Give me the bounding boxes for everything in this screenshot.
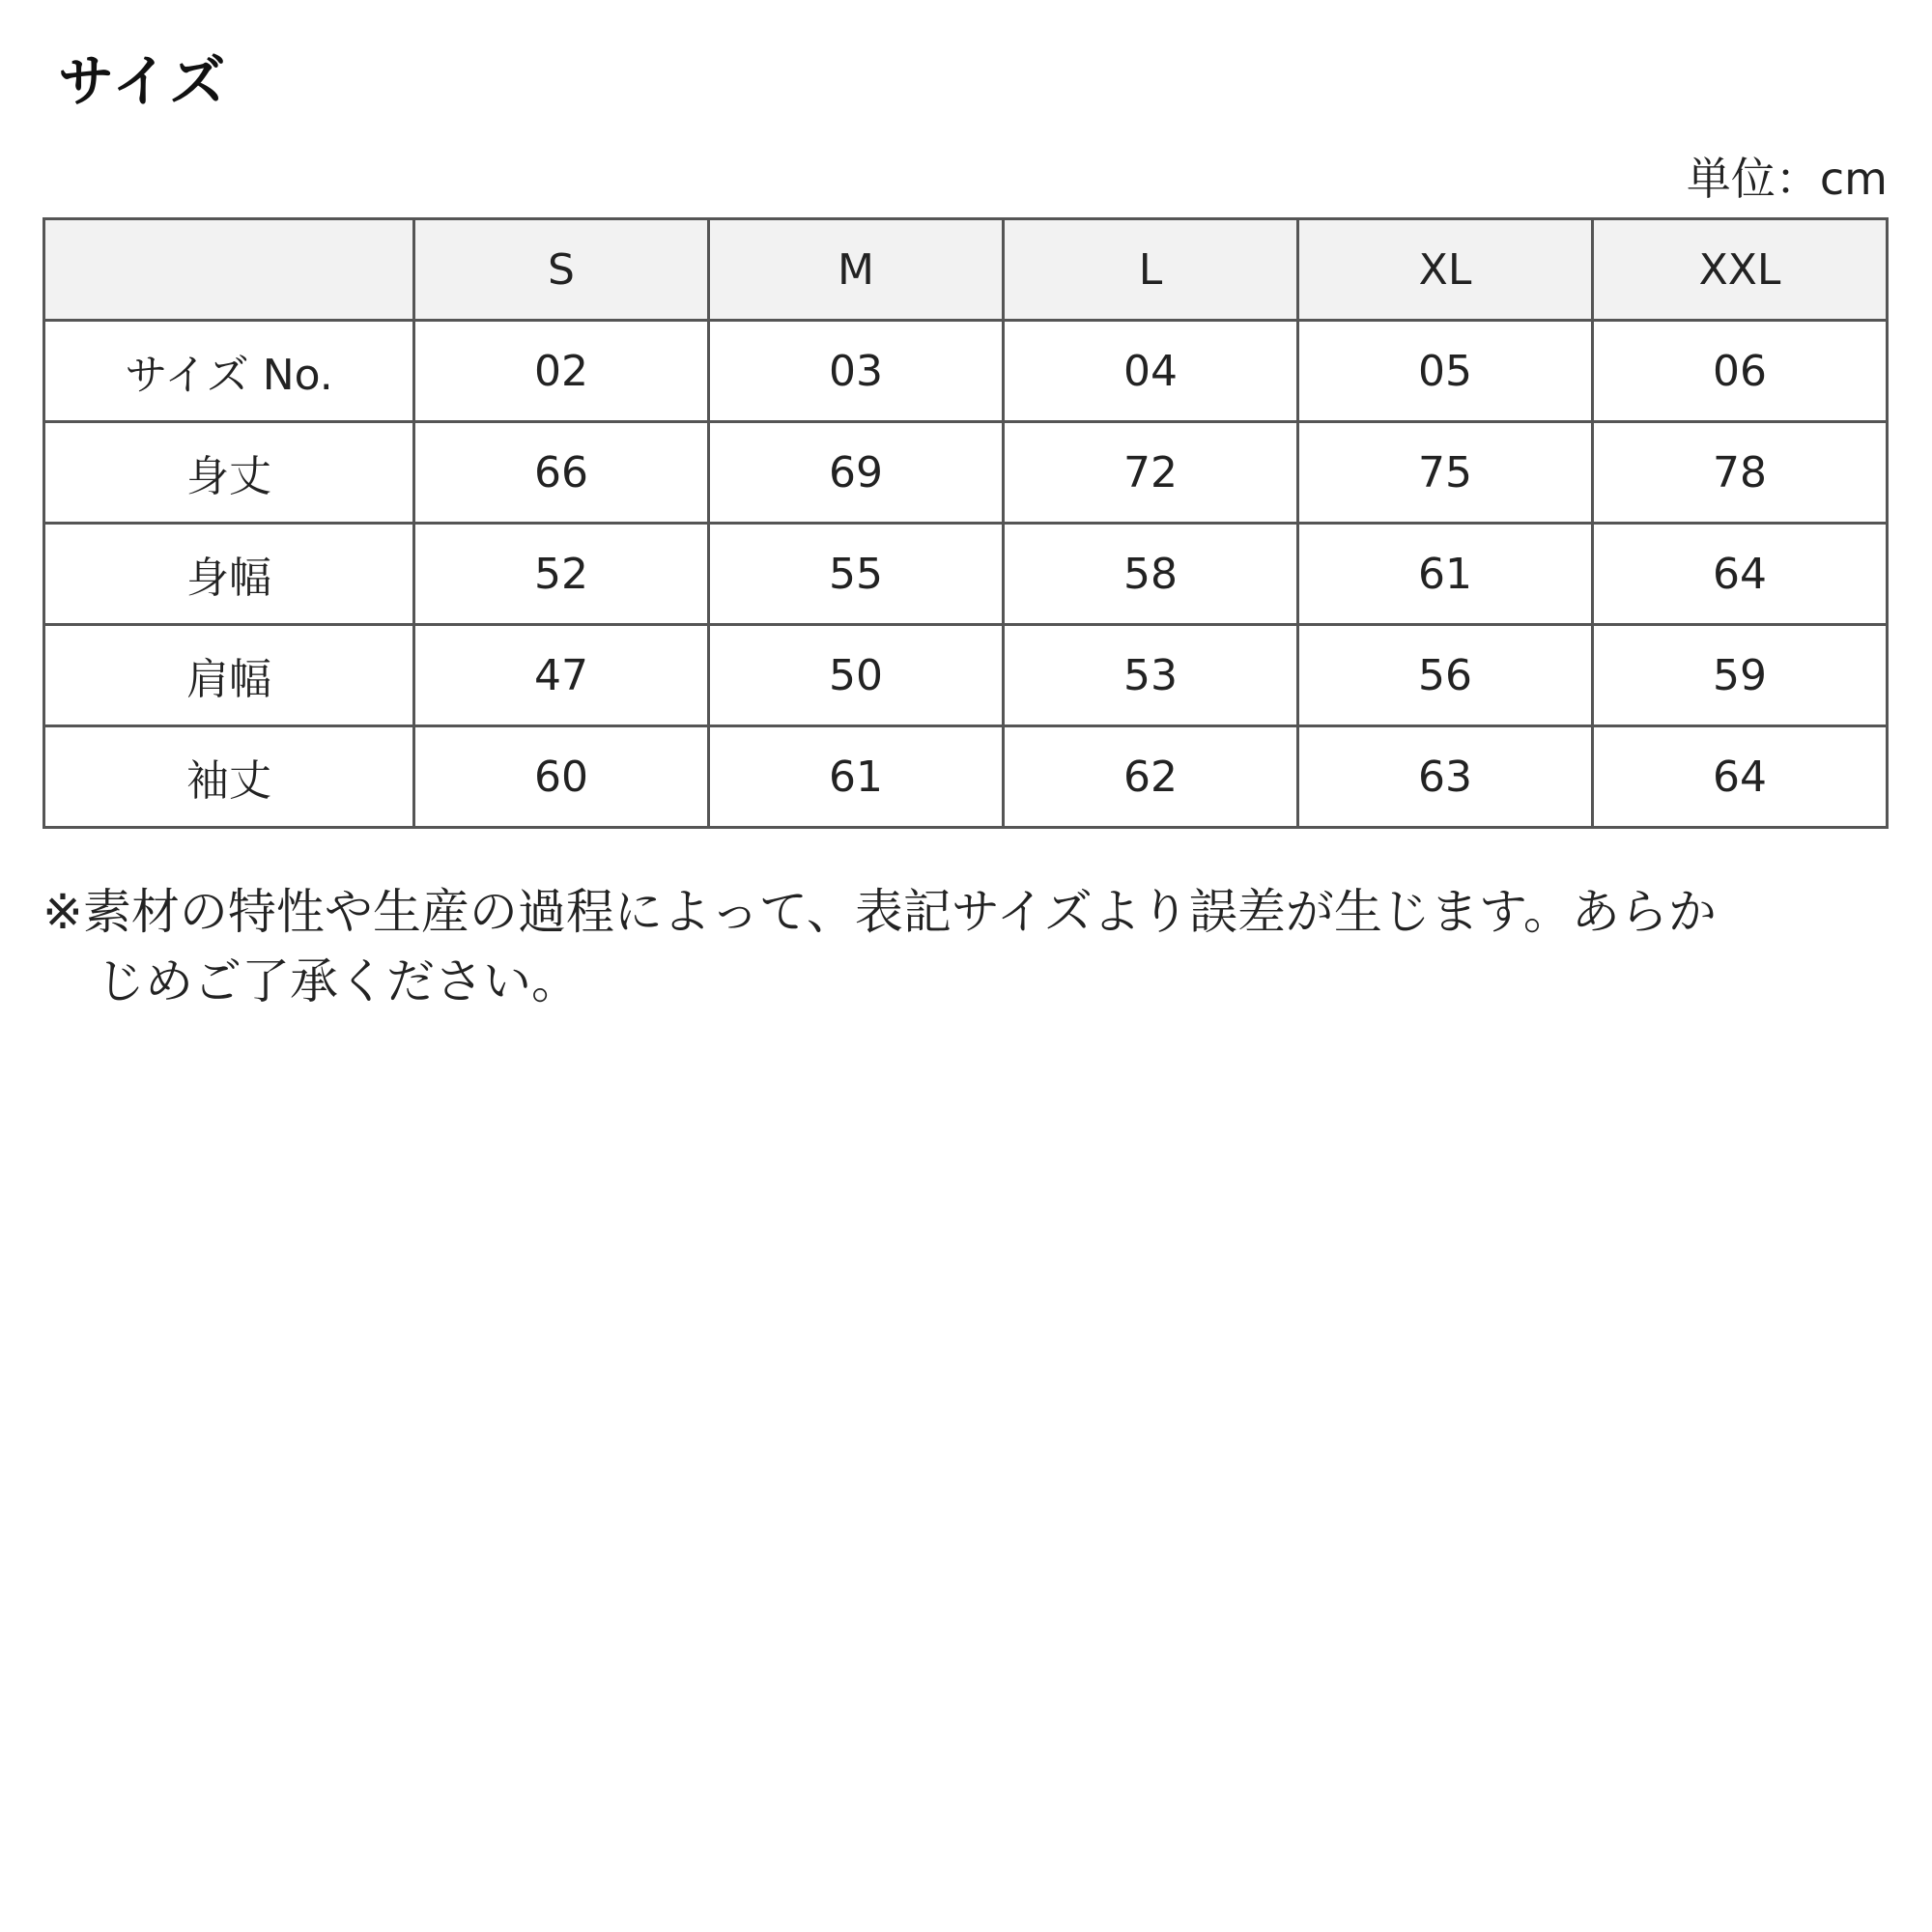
header-cell-s: S [414, 219, 709, 321]
table-cell: 63 [1298, 726, 1593, 828]
header-cell-empty [44, 219, 414, 321]
note-line-2: じめご了承ください。 [97, 953, 580, 1009]
table-cell: 58 [1004, 524, 1298, 625]
table-row [44, 321, 1888, 422]
header-cell-xl: XL [1298, 219, 1593, 321]
table-cell: 69 [709, 422, 1004, 524]
size-table [43, 217, 1889, 829]
table-header-row [44, 219, 1888, 321]
table-row [44, 726, 1888, 828]
table-cell: 52 [414, 524, 709, 625]
table-cell: 75 [1298, 422, 1593, 524]
table-cell: 59 [1593, 625, 1888, 726]
unit-label: 単位：cm [1686, 153, 1888, 205]
table-cell: 04 [1004, 321, 1298, 422]
row-label: 肩幅 [44, 625, 414, 726]
table-row [44, 422, 1888, 524]
table-cell: 47 [414, 625, 709, 726]
table-row [44, 625, 1888, 726]
table-cell: 55 [709, 524, 1004, 625]
note-line-1: ※素材の特性や生産の過程によって、表記サイズより誤差が生じます。あらか [43, 884, 1717, 940]
table-cell: 61 [1298, 524, 1593, 625]
header-cell-xxl: XXL [1593, 219, 1888, 321]
table-cell: 02 [414, 321, 709, 422]
header-cell-m: M [709, 219, 1004, 321]
table-cell: 53 [1004, 625, 1298, 726]
row-label: サイズ No. [44, 321, 414, 422]
header-cell-l: L [1004, 219, 1298, 321]
table-cell: 06 [1593, 321, 1888, 422]
table-cell: 56 [1298, 625, 1593, 726]
table-cell: 64 [1593, 524, 1888, 625]
table-cell: 50 [709, 625, 1004, 726]
table-cell: 78 [1593, 422, 1888, 524]
row-label: 身幅 [44, 524, 414, 625]
table-cell: 64 [1593, 726, 1888, 828]
table-cell: 72 [1004, 422, 1298, 524]
row-label: 袖丈 [44, 726, 414, 828]
table-row [44, 524, 1888, 625]
table-cell: 03 [709, 321, 1004, 422]
table-cell: 62 [1004, 726, 1298, 828]
table-cell: 61 [709, 726, 1004, 828]
disclaimer-note [43, 877, 1878, 1016]
table-cell: 60 [414, 726, 709, 828]
table-cell: 66 [414, 422, 709, 524]
row-label: 身丈 [44, 422, 414, 524]
table-cell: 05 [1298, 321, 1593, 422]
page-title: サイズ [58, 48, 228, 114]
